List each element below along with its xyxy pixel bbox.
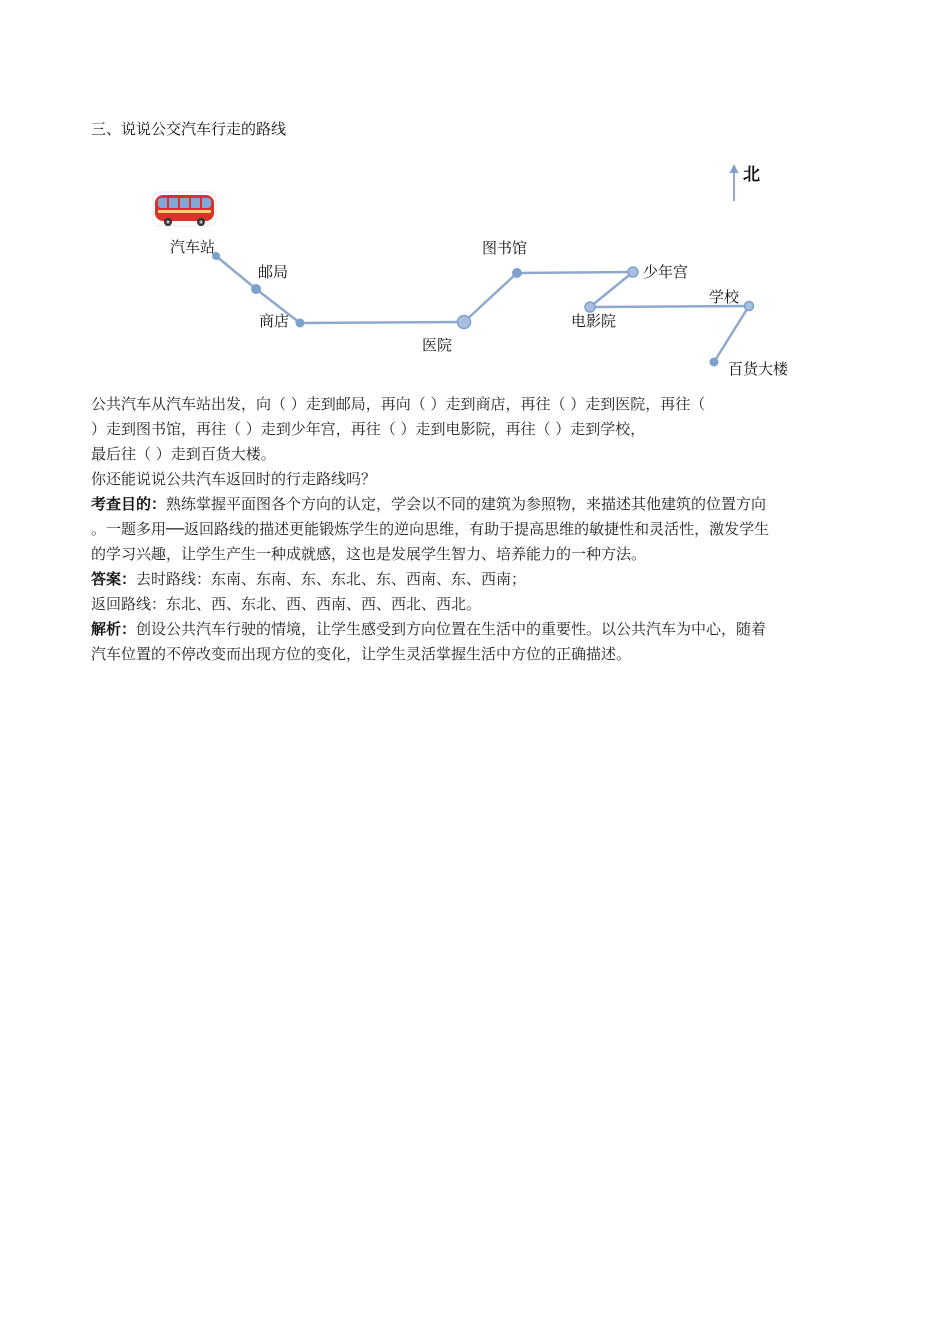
route-segment-8 — [714, 306, 749, 362]
route-segment-5 — [517, 272, 633, 273]
node-library — [512, 268, 522, 278]
purpose-line-3: 的学习兴趣，让学生产生一种成就感，这也是发展学生智力、培养能力的一种方法。 — [91, 545, 647, 563]
question-line-1: 公共汽车从汽车站出发，向（ ）走到邮局，再向（ ）走到商店，再往（ ）走到医院，再往（ — [91, 395, 706, 413]
label-bus-station: 汽车站 — [170, 238, 216, 256]
answer-line-2: 返回路线：东北、西、东北、西、西南、西、西北、西北。 — [91, 595, 482, 613]
question-and-answer-text — [91, 392, 859, 667]
purpose-label: 考查目的： — [91, 495, 167, 513]
analysis-label: 解析： — [91, 620, 137, 638]
route-map-diagram — [0, 0, 950, 390]
label-youth-palace: 少年宫 — [643, 263, 689, 281]
north-arrow — [730, 164, 761, 201]
label-shop: 商店 — [259, 312, 290, 330]
route-segment-1 — [216, 256, 256, 289]
question-line-2: ）走到图书馆，再往（ ）走到少年宫，再往（ ）走到电影院，再往（ ）走到学校， — [91, 420, 646, 438]
north-arrow-head — [730, 164, 739, 173]
node-shop — [296, 319, 305, 328]
bus-icon — [153, 192, 216, 226]
node-post-office — [251, 284, 261, 294]
node-school — [745, 302, 754, 311]
analysis-text-1: 创设公共汽车行驶的情境，让学生感受到方向位置在生活中的重要性。以公共汽车为中心，随着 — [136, 620, 767, 638]
north-label: 北 — [743, 165, 760, 185]
node-youth-palace — [628, 267, 638, 277]
label-library: 图书馆 — [482, 239, 528, 257]
purpose-line-2: 。一题多用──返回路线的描述更能锻炼学生的逆向思维，有助于提高思维的敏捷性和灵活性，激发学生 — [91, 520, 770, 538]
route-segment-6 — [590, 272, 633, 307]
route-segment-7 — [590, 306, 749, 307]
node-hospital — [458, 316, 471, 329]
question-line-4: 你还能说说公共汽车返回时的行走路线吗？ — [91, 470, 377, 488]
answer-text-1: 去时路线：东南、东南、东、东北、东、西南、东、西南； — [136, 570, 527, 588]
label-post-office: 邮局 — [258, 263, 289, 281]
question-line-3: 最后往（ ）走到百货大楼。 — [91, 445, 276, 463]
purpose-text-1: 熟练掌握平面图各个方向的认定，学会以不同的建筑为参照物，来描述其他建筑的位置方向 — [166, 495, 767, 513]
label-department-store: 百货大楼 — [728, 360, 789, 378]
node-department-store — [710, 358, 719, 367]
analysis-line-2: 汽车位置的不停改变而出现方位的变化，让学生灵活掌握生活中方位的正确描述。 — [91, 645, 632, 663]
label-cinema: 电影院 — [571, 312, 617, 330]
label-school: 学校 — [709, 288, 740, 306]
answer-label: 答案： — [91, 570, 137, 588]
analysis-line-1 — [91, 617, 859, 642]
route-segment-3 — [300, 322, 464, 323]
label-hospital: 医院 — [422, 336, 453, 354]
node-cinema — [585, 302, 595, 312]
route-segment-4 — [464, 273, 517, 322]
purpose-line-1 — [91, 492, 859, 517]
answer-line-1 — [91, 567, 859, 592]
section-title: 三、说说公交汽车行走的路线 — [91, 120, 287, 138]
